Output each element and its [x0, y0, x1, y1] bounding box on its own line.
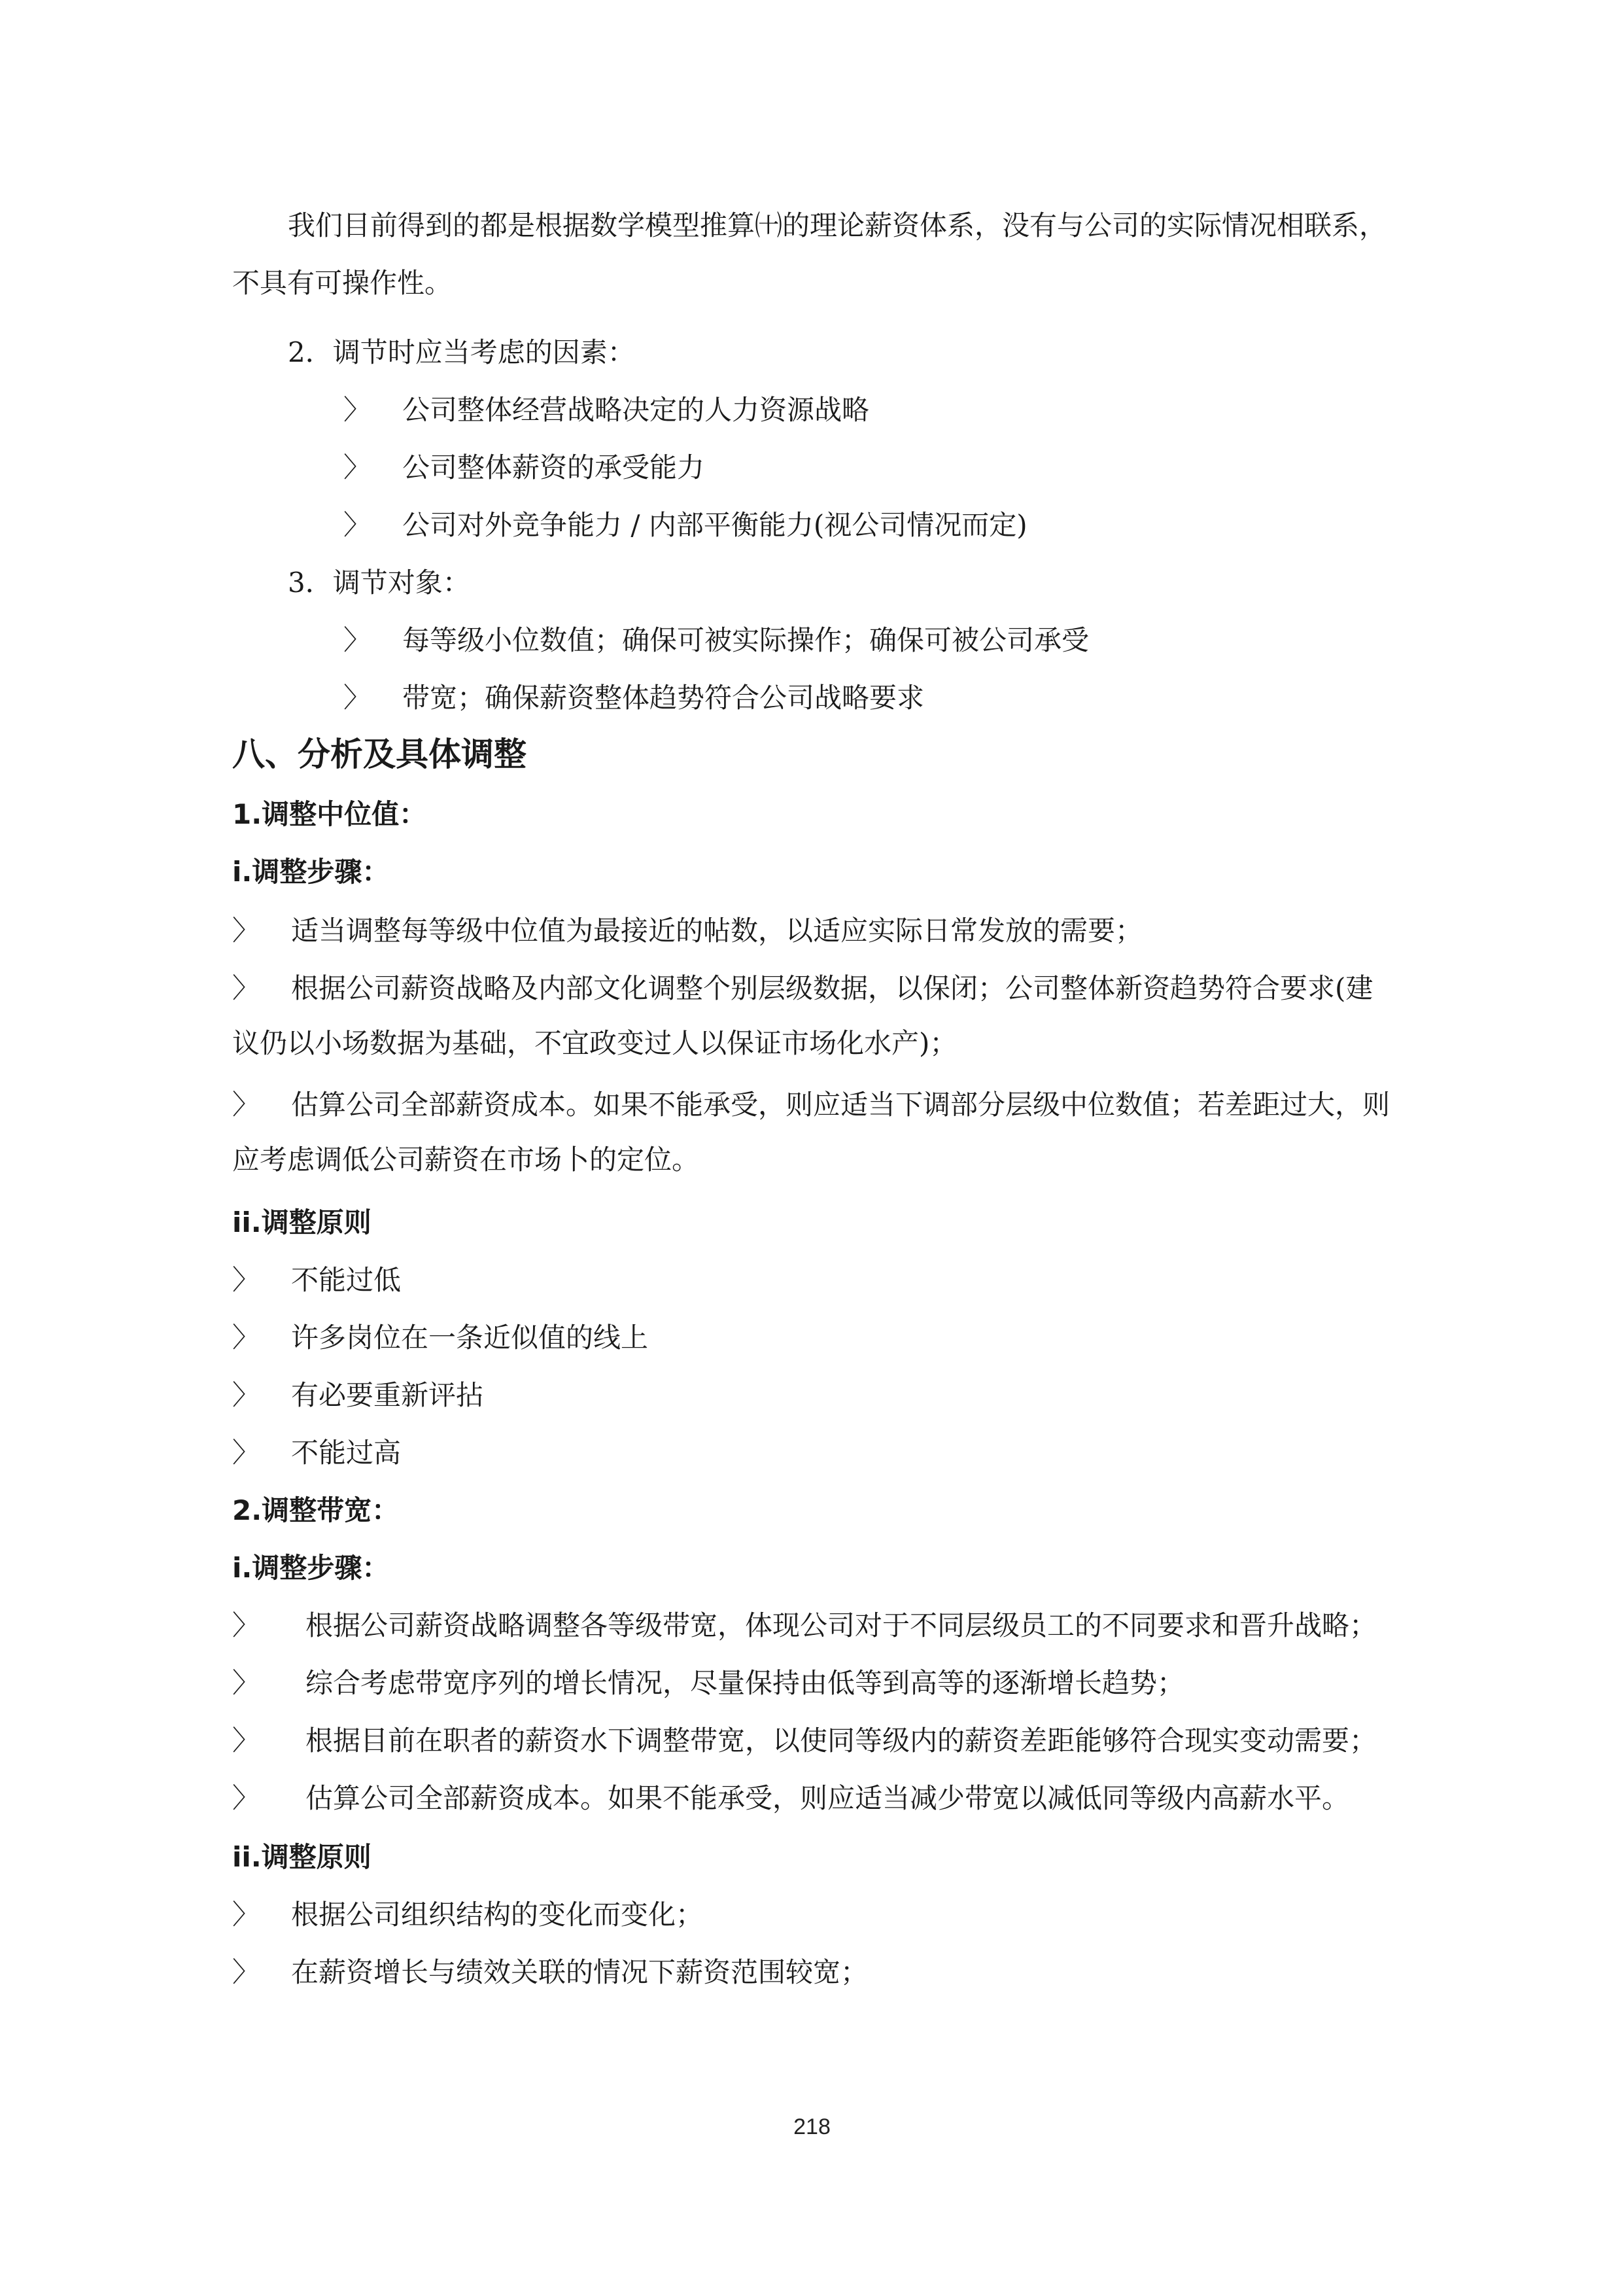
bullet-icon: 〉 [232, 972, 260, 1004]
list-item: 〉 有必要重新评拈 [232, 1378, 483, 1413]
page-number: 218 [793, 2114, 831, 2139]
bullet-icon: 〉 [343, 624, 371, 656]
list-item: 〉 根据公司组织结构的变化而变化； [232, 1897, 703, 1933]
list-item: 〉 许多岗位在一条近似值的线上 [232, 1320, 648, 1356]
list-item: 〉 公司整体薪资的承受能力 [343, 450, 704, 485]
bullet-icon: 〉 [232, 1609, 260, 1641]
list-item: 〉 根据公司薪资战略调整各等级带宽，体现公司对于不同层级员工的不同要求和晋升战略； [232, 1608, 1377, 1643]
list-item: 〉 每等级小位数值；确保可被实际操作；确保可被公司承受 [343, 623, 1089, 658]
list-item: 〉 估算公司全部薪资成本。如果不能承受，则应适当下调部分层级中位数值；若差距过大，则 [232, 1087, 1390, 1123]
list-item: 〉 根据目前在职者的薪资水下调整带宽，以使同等级内的薪资差距能够符合现实变动需要； [232, 1723, 1377, 1759]
list-item: 〉 适当调整每等级中位值为最接近的帖数，以适应实际日常发放的需要； [232, 913, 1143, 949]
principles-title: ii.调整原则 [232, 1841, 371, 1873]
list-item: 〉 带宽；确保薪资整体趋势符合公司战略要求 [343, 680, 924, 716]
list-item: 〉 公司对外竞争能力 / 内部平衡能力(视公司情况而定) [343, 508, 1028, 543]
intro-line-2: 不具有可操作性。 [232, 267, 453, 299]
bullet-icon: 〉 [232, 1956, 260, 1988]
list-item-continuation: 应考虑调低公司薪资在市场卜的定位。 [232, 1144, 700, 1176]
section-3-heading: 3．调节对象： [288, 567, 470, 599]
bullet-icon: 〉 [232, 1264, 260, 1296]
bullet-icon: 〉 [232, 915, 260, 947]
section-8-title: 八、分析及具体调整 [232, 735, 527, 773]
bullet-icon: 〉 [232, 1437, 260, 1469]
bullet-icon: 〉 [343, 509, 371, 541]
bullet-icon: 〉 [343, 394, 371, 426]
list-item: 〉 不能过高 [232, 1435, 401, 1471]
intro-line-1: 我们目前得到的都是根据数学模型推算㈩的理论薪资体系，没有与公司的实际情况相联系， [288, 209, 1387, 241]
bullet-icon: 〉 [343, 682, 371, 714]
list-item: 〉 不能过低 [232, 1263, 401, 1298]
list-item: 〉 公司整体经营战略决定的人力资源战略 [343, 393, 869, 428]
bullet-icon: 〉 [232, 1667, 260, 1699]
bullet-icon: 〉 [232, 1089, 260, 1121]
list-item: 〉 综合考虑带宽序列的增长情况，尽量保持由低等到高等的逐渐增长趋势； [232, 1666, 1184, 1701]
bullet-icon: 〉 [232, 1725, 260, 1757]
list-item-continuation: 议仍以小场数据为基础，不宜政变过人以保证市场化水产)； [232, 1027, 958, 1059]
subsection-1-title: 1.调整中位值： [232, 798, 427, 830]
steps-title: i.调整步骤： [232, 1552, 390, 1584]
bullet-icon: 〉 [232, 1899, 260, 1931]
bullet-icon: 〉 [232, 1782, 260, 1814]
subsection-2-title: 2.调整带宽： [232, 1494, 400, 1526]
principles-title: ii.调整原则 [232, 1206, 371, 1238]
list-item: 〉 在薪资增长与绩效关联的情况下薪资范围较宽； [232, 1955, 868, 1990]
bullet-icon: 〉 [232, 1322, 260, 1354]
steps-title: i.调整步骤： [232, 856, 390, 888]
bullet-icon: 〉 [232, 1379, 260, 1411]
list-item: 〉 根据公司薪资战略及内部文化调整个别层级数据，以保闭；公司整体新资趋势符合要求(建 [232, 971, 1373, 1006]
bullet-icon: 〉 [343, 451, 371, 483]
list-item: 〉 估算公司全部薪资成本。如果不能承受，则应适当减少带宽以减低同等级内高薪水平。 [232, 1781, 1349, 1816]
section-2-heading: 2．调节时应当考虑的因素： [288, 336, 635, 368]
